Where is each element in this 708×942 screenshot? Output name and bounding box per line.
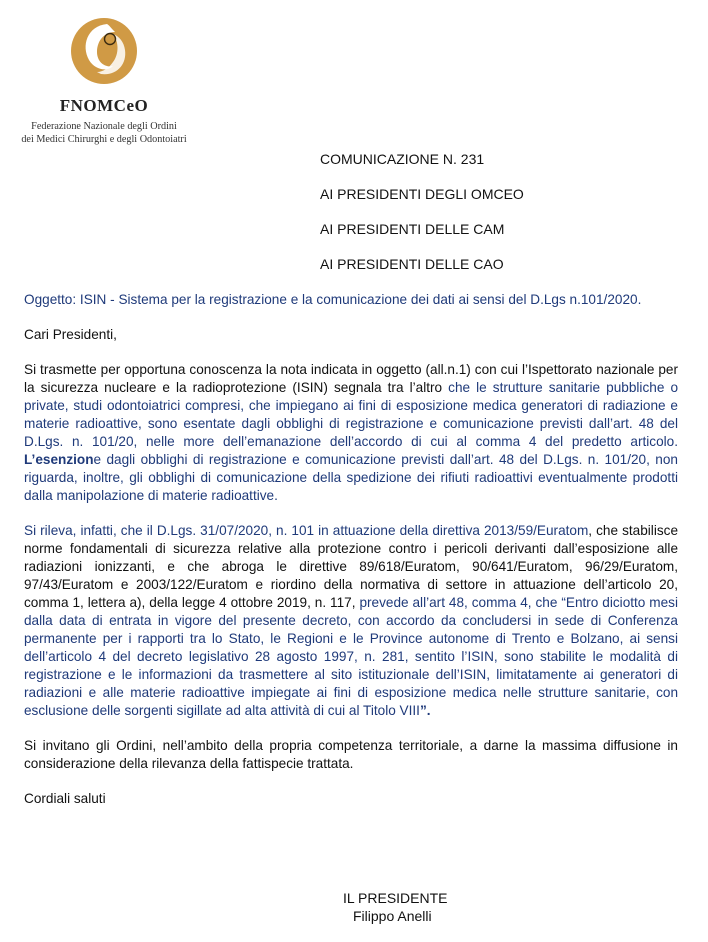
paragraph-3: Si invitano gli Ordini, nell’ambito della propria competenza territoriale, a darne la massima diffusione in considerazione della rilevanza della fattispecie trattata. <box>24 738 678 771</box>
fnomceo-logo-icon <box>67 14 141 88</box>
paragraph-2-part1: Si rileva, infatti, che il D.Lgs. 31/07/2020, n. 101 in attuazione della direttiva 2013/59/Euratom <box>24 523 589 538</box>
signature-name: Filippo Anelli <box>353 908 432 924</box>
paragraph-2-quote: “Entro diciotto mesi dalla data di entrata in vigore del presente decreto, con accordo da concludersi in sede di Conferenza permanente per i rapporti tra lo Stato, le Regioni e le Province autonome di Trento e Bolzano, ai sensi dell’articolo 4 del decreto legislativo 28 agosto 1997, n. 281, sentito l’ISIN, sono stabilite le modalità di registrazione e le informazioni da trasmettere al sito istituzionale dell’ISIN, limitatamente ai generatori di radiazioni e alle materie radioattive impiegate ai fini di esposizione medica nelle strutture sanitarie, con esclusione delle sorgenti sigillate ad alta attività di cui al Titolo VIII <box>24 595 678 718</box>
letterhead <box>20 14 188 146</box>
signature-role: IL PRESIDENTE <box>343 890 448 906</box>
paragraph-2-part2: , che stabilisce norme fondamentali di sicurezza relative alla protezione contro i pericoli derivanti dall’esposizione alle radiazioni ionizzanti, e che abroga le direttive 89/618/Euratom, 90/641/Euratom, 96/29/Euratom, 97/43/Euratom e 2003/122/Euratom e riordino della normativa di settore in attuazione dell’articolo 20, comma 1, lettera a), della legge 4 ottobre 2019, n. 117, <box>24 523 679 610</box>
org-full-name-line2: dei Medici Chirurghi e degli Odontoiatri <box>21 134 187 145</box>
paragraph-1 <box>24 361 678 505</box>
paragraph-1-after-bold: e dagli obblighi di registrazione e comunicazione previsti dall’art. 48 del D.Lgs. n. 101/20, non riguarda, inoltre, gli obblighi di comunicazione della spedizione dei rifiuti radioattivi eventualmente prodotti dalla manipolazione di materie radioattive. <box>24 452 678 503</box>
paragraph-2 <box>24 522 678 720</box>
org-short-name: FNOMCeO <box>59 96 149 115</box>
paragraph-1-intro: Si trasmette per opportuna conoscenza la nota indicata in oggetto (all.n.1) con cui l’Ispettorato nazionale per la sicurezza nucleare e la radioprotezione (ISIN) segnala tra l’altro <box>24 362 678 395</box>
addressee-omceo: AI PRESIDENTI DEGLI OMCEO <box>320 186 524 202</box>
subject-line: Oggetto: ISIN - Sistema per la registrazione e la comunicazione dei dati ai sensi del D.Lgs n.101/2020. <box>24 292 642 307</box>
closing: Cordiali saluti <box>24 791 106 806</box>
letter-body <box>24 291 678 808</box>
org-full-name <box>20 120 188 146</box>
signature-block <box>343 889 448 925</box>
paragraph-1-highlight: che le strutture sanitarie pubbliche o private, studi odontoiatrici compresi, che impiegano ai fini di esposizione medica generatori di radiazione e materie radioattive, sono esentate dagli obblighi di registrazione e comunicazione previsti dall’art. 48 del D.Lgs. n. 101/20, nelle more dell’emanazione dell’accordo di cui al comma 4 del predetto articolo. <box>24 380 679 449</box>
greeting: Cari Presidenti, <box>24 327 117 342</box>
paragraph-1-bold: L’esenzion <box>24 452 94 467</box>
paragraph-2-quote-end: ”. <box>419 703 431 718</box>
org-full-name-line1: Federazione Nazionale degli Ordini <box>31 121 177 132</box>
communication-number: COMUNICAZIONE N. 231 <box>320 151 485 167</box>
addressee-cao: AI PRESIDENTI DELLE CAO <box>320 256 504 272</box>
paragraph-2-part3: prevede all’art 48, comma 4, che <box>359 595 562 610</box>
addressee-cam: AI PRESIDENTI DELLE CAM <box>320 221 505 237</box>
